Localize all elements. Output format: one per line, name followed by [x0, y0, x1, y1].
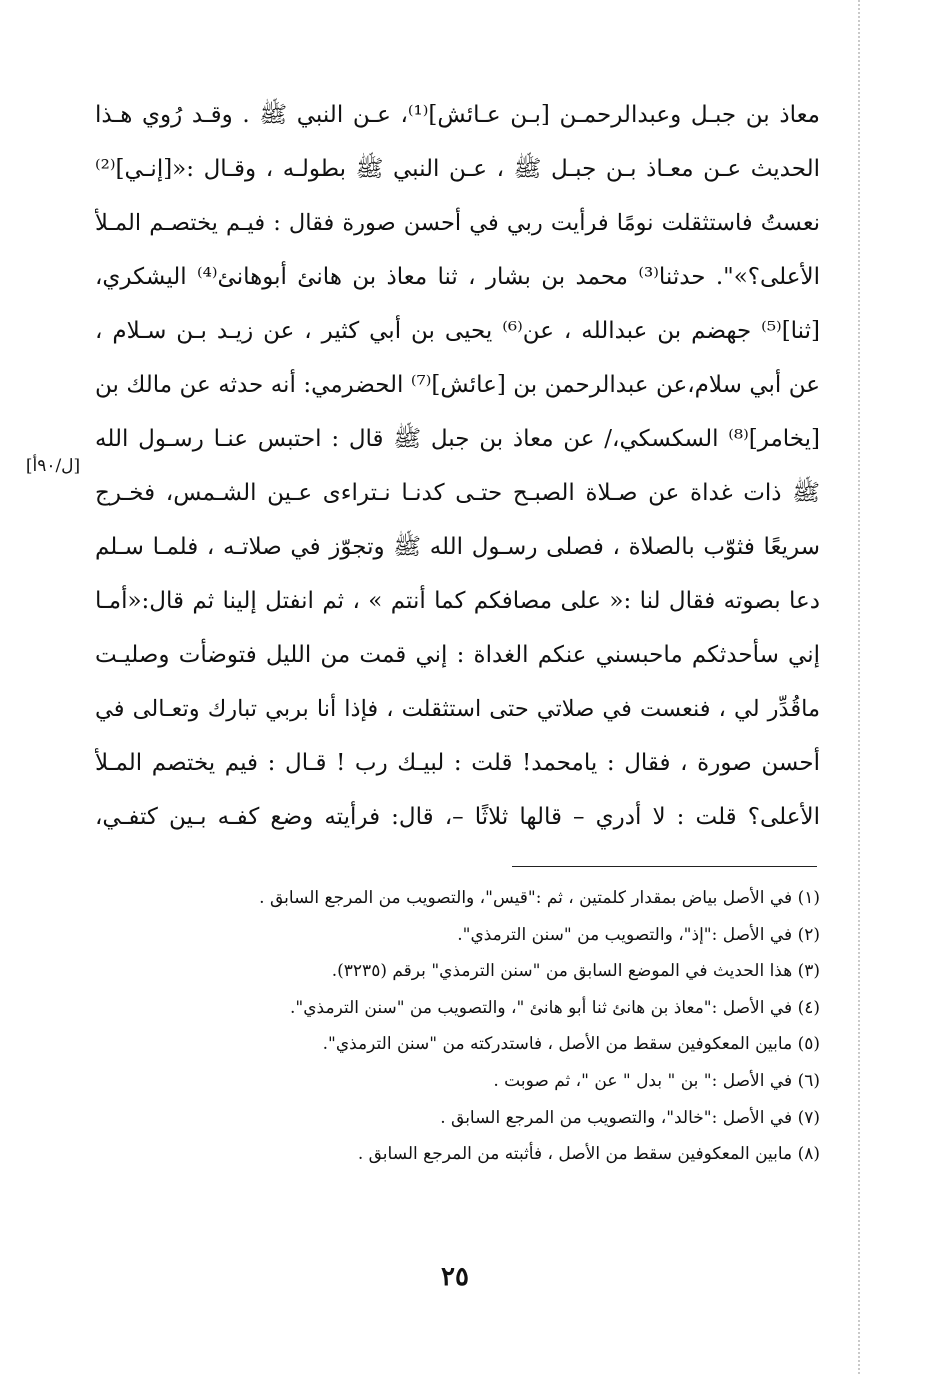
text-line: الحديث عـن معـاذ بـن جبـل ﷺ ، عـن النبي ﷺ بطولـه ، وقـال :«[إنـي]⁽²⁾	[95, 156, 820, 182]
footnotes	[180, 883, 820, 1176]
footnote: (٧) في الأصل :"خالد"، والتصويب من المرجع السابق .	[440, 1107, 820, 1128]
text-line: نعستُ فاستثقلت نومًا فرأيت ربي في أحسن صورة فقال : فيـم يختصـم المـلأ	[95, 210, 820, 236]
main-text	[95, 92, 820, 848]
footnote-separator	[512, 866, 817, 867]
text-line: ﷺ ذات غداة عن صـلاة الصبـح حتـى كدنـا نـتراءى عـين الشـمس، فخـرج	[95, 480, 820, 506]
footnote: (٤) في الأصل :"معاذ بن هانئ ثنا أبو هانئ "، والتصويب من "سنن الترمذي".	[290, 997, 820, 1018]
footnote: (٦) في الأصل :" بن " بدل " عن "، ثم صوبت .	[493, 1070, 820, 1091]
manuscript-folio-note: [ل/٩٠أ]	[25, 456, 81, 476]
text-line: أحسن صورة ، فقال : يامحمد! قلت : لبيـك رب ! قـال : فيم يختصم المـلأ	[95, 750, 820, 776]
text-line: ماقُدِّر لي ، فنعست في صلاتي حتى استثقلت ، فإذا أنا بربي تبارك وتعـالى في	[95, 696, 820, 722]
footnote: (١) في الأصل بياض بمقدار كلمتين ، ثم :"قيس"، والتصويب من المرجع السابق .	[259, 888, 820, 908]
text-line: [يخامر]⁽⁸⁾ السكسكي،/ عن معاذ بن جبل ﷺ قال : احتبس عنـا رسـول الله	[95, 426, 820, 452]
text-line: دعا بصوته فقال لنا :« على مصافكم كما أنتم » ، ثم انفتل إلينا ثم قال:«أمـا	[95, 588, 820, 614]
footnote: (٨) مابين المعكوفين سقط من الأصل ، فأثبته من المرجع السابق .	[357, 1144, 820, 1165]
page-number: ٢٥	[441, 1262, 469, 1292]
text-line: [ثنا]⁽⁵⁾ جهضم بن عبدالله ، عن⁽⁶⁾ يحيى بن أبي كثير ، عن زيـد بـن سـلام ،	[95, 318, 820, 344]
text-line: معاذ بن جبـل وعبدالرحمـن [بـن عـائش]⁽¹⁾، عـن النبي ﷺ . وقـد رُوي هـذا	[95, 102, 820, 128]
text-line: الأعلى؟ قلت : لا أدري – قالها ثلاثًا –، قال: فرأيته وضع كفـه بـين كتفـي،	[95, 804, 820, 830]
text-line: الأعلى؟»". حدثنا⁽³⁾ محمد بن بشار ، ثنا معاذ بن هانئ أبوهانئ⁽⁴⁾ اليشكري،	[95, 264, 820, 290]
text-line: إني سأحدثكم ماحبسني عنكم الغداة : إني قمت من الليل فتوضأت وصليـت	[95, 642, 820, 668]
text-line: سريعًا فثوّب بالصلاة ، فصلى رسـول الله ﷺ وتجوّز في صلاتـه ، فلمـا سـلم	[95, 534, 820, 560]
footnote: (٥) مابين المعكوفين سقط من الأصل ، فاستدركته من "سنن الترمذي".	[322, 1034, 820, 1055]
footnote: (٢) في الأصل :"إذ"، والتصويب من "سنن الترمذي".	[457, 924, 820, 945]
page-edge-dotted-line	[858, 0, 860, 1374]
text-line: عن أبي سلام،عن عبدالرحمن بن [عائش]⁽⁷⁾ الحضرمي: أنه حدثه عن مالك بن	[95, 372, 820, 398]
footnote: (٣) هذا الحديث في الموضع السابق من "سنن الترمذي" برقم (٣٢٣٥).	[331, 961, 820, 982]
